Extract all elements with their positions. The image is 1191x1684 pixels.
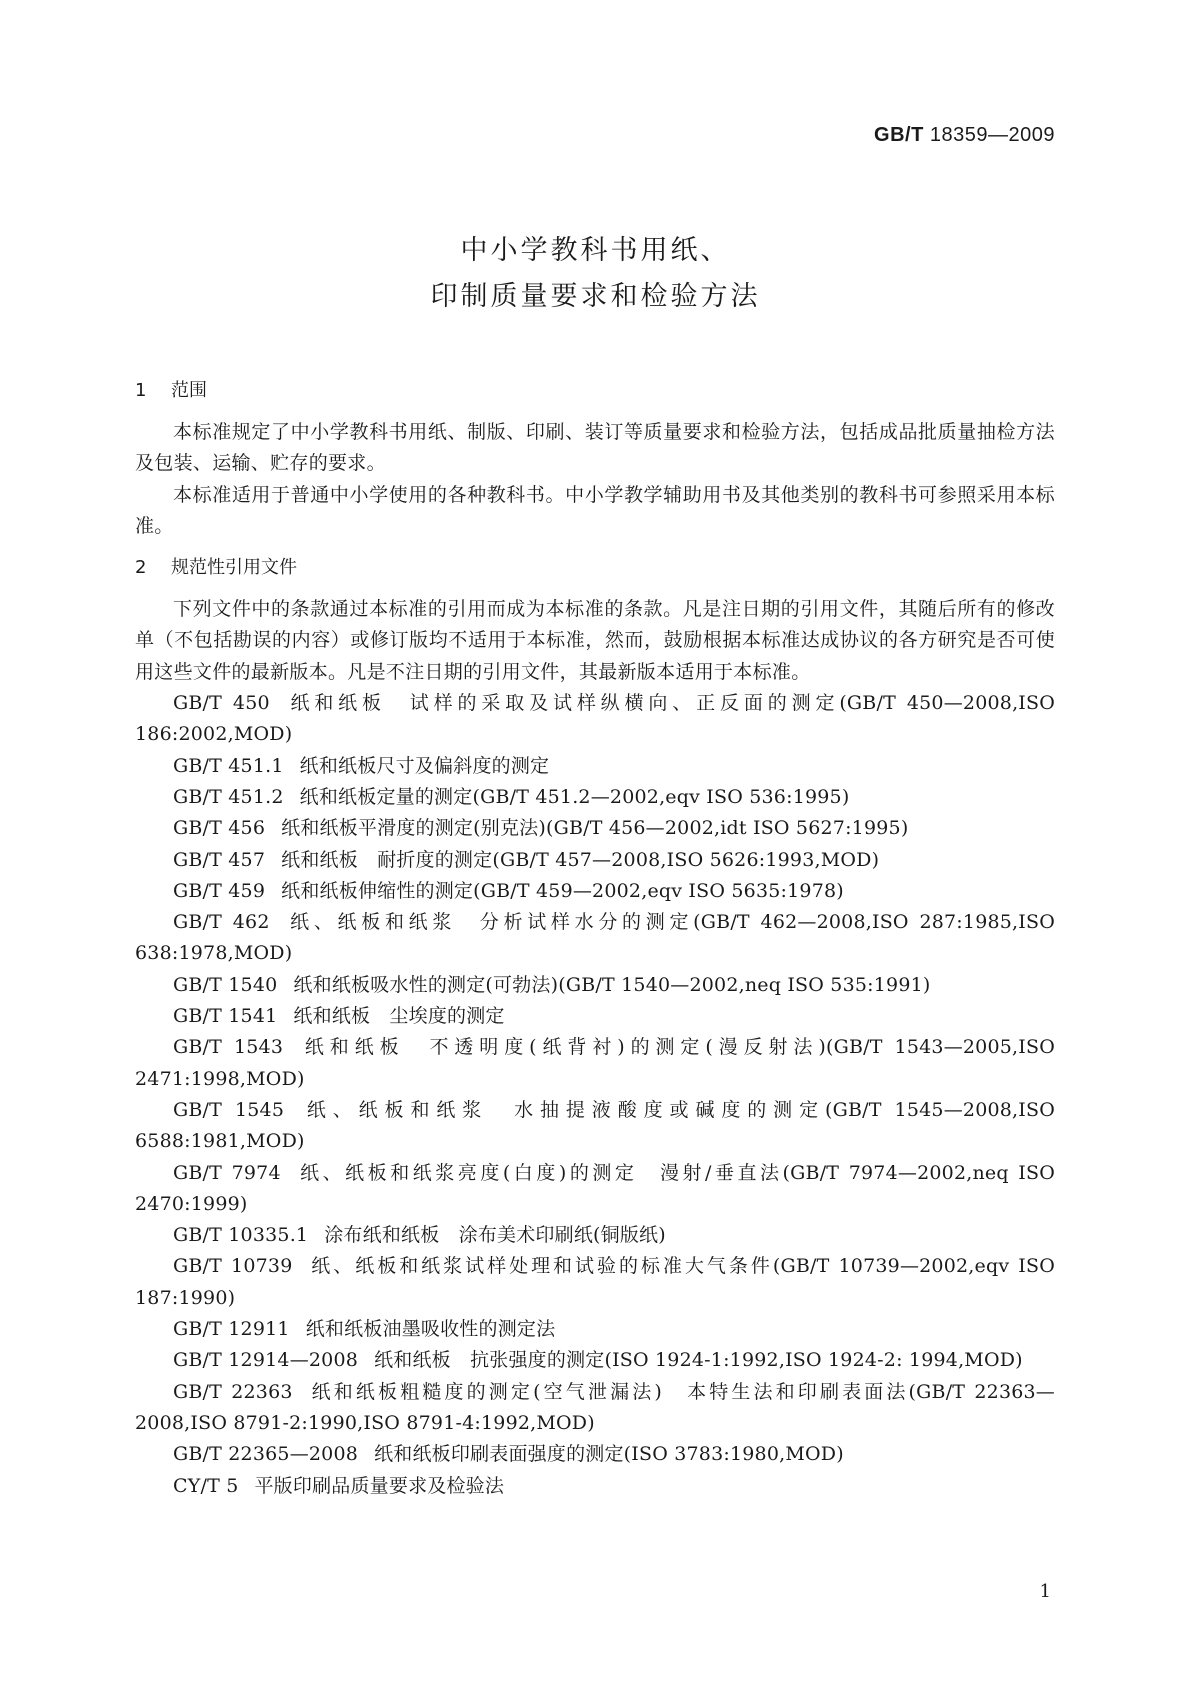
reference-code: GB/T 7974 <box>173 1161 281 1184</box>
reference-code: GB/T 1545 <box>173 1098 285 1121</box>
reference-item <box>135 845 1055 876</box>
reference-title: 纸和纸板印刷表面强度的测定(ISO 3783:1980,MOD) <box>374 1443 844 1466</box>
reference-code: CY/T 5 <box>173 1474 239 1497</box>
reference-item <box>135 782 1055 813</box>
reference-item <box>135 688 1055 751</box>
standard-code: GB/T <box>874 124 924 146</box>
page-number: 1 <box>1039 1581 1051 1602</box>
reference-item <box>135 970 1055 1001</box>
reference-title: 纸和纸板 试样的采取及试样纵横向、正反面的测定(GB/T 450—2008,ISO 186:2002,MOD) <box>135 692 1056 746</box>
reference-code: GB/T 1540 <box>173 973 278 996</box>
reference-item <box>135 1220 1055 1251</box>
reference-title: 纸和纸板尺寸及偏斜度的测定 <box>299 754 550 777</box>
title-line-2: 印制质量要求和检验方法 <box>430 281 761 312</box>
reference-code: GB/T 12911 <box>173 1318 290 1341</box>
reference-item <box>135 1251 1055 1314</box>
reference-code: GB/T 459 <box>173 879 266 902</box>
reference-code: GB/T 22363 <box>173 1380 293 1403</box>
reference-item <box>135 907 1055 970</box>
reference-item <box>135 1471 1055 1502</box>
reference-item <box>135 1095 1055 1158</box>
document-title <box>0 228 1191 320</box>
reference-code: GB/T 462 <box>173 911 270 934</box>
reference-title: 纸和纸板伸缩性的测定(GB/T 459—2002,eqv ISO 5635:1978) <box>281 879 844 902</box>
reference-item <box>135 1032 1055 1095</box>
reference-code: GB/T 451.1 <box>173 754 284 777</box>
document-body <box>135 375 1055 1502</box>
reference-code: GB/T 10335.1 <box>173 1224 309 1247</box>
references-intro-paragraph: 下列文件中的条款通过本标准的引用而成为本标准的条款。凡是注日期的引用文件，其随后所有的修改单（不包括勘误的内容）或修订版均不适用于本标准，然而，鼓励根据本标准达成协议的各方研究是否可使用这些文件的最新版本。凡是不注日期的引用文件，其最新版本适用于本标准。 <box>135 598 1055 683</box>
section-number: 1 <box>135 380 147 401</box>
section-number: 2 <box>135 557 147 579</box>
reference-title: 纸、纸板和纸浆 水抽提液酸度或碱度的测定(GB/T 1545—2008,ISO 6588:1981,MOD) <box>135 1098 1055 1153</box>
reference-title: 纸和纸板 尘埃度的测定 <box>293 1005 505 1028</box>
title-line-1: 中小学教科书用纸、 <box>460 235 731 266</box>
reference-item <box>135 1314 1055 1345</box>
reference-code: GB/T 1541 <box>173 1005 278 1028</box>
scope-paragraph-1: 本标准规定了中小学教科书用纸、制版、印刷、装订等质量要求和检验方法，包括成品批质量抽检方法及包装、运输、贮存的要求。 <box>135 421 1055 475</box>
reference-title: 纸和纸板吸水性的测定(可勃法)(GB/T 1540—2002,neq ISO 535:1991) <box>293 973 931 996</box>
reference-title: 涂布纸和纸板 涂布美术印刷纸(铜版纸) <box>324 1224 666 1247</box>
reference-item <box>135 1345 1055 1376</box>
section-title: 规范性引用文件 <box>171 557 297 579</box>
reference-item <box>135 1377 1055 1440</box>
reference-code: GB/T 457 <box>173 848 266 871</box>
reference-title: 纸和纸板 抗张强度的测定(ISO 1924-1:1992,ISO 1924-2: 1994,MOD) <box>374 1349 1023 1372</box>
reference-title: 纸和纸板油墨吸收性的测定法 <box>305 1318 556 1341</box>
section-heading-normative-references <box>135 552 1055 583</box>
standard-year-number: 18359—2009 <box>929 124 1055 146</box>
scope-paragraph-2: 本标准适用于普通中小学使用的各种教科书。中小学教学辅助用书及其他类别的教科书可参照采用本标准。 <box>135 483 1055 537</box>
reference-title: 纸、纸板和纸浆试样处理和试验的标准大气条件(GB/T 10739—2002,eqv ISO 187:1990) <box>135 1255 1056 1309</box>
reference-code: GB/T 450 <box>173 692 270 715</box>
standard-number <box>874 124 1055 147</box>
reference-item <box>135 1439 1055 1470</box>
reference-item <box>135 813 1055 844</box>
reference-title: 平版印刷品质量要求及检验法 <box>254 1474 505 1497</box>
reference-code: GB/T 10739 <box>173 1255 293 1278</box>
reference-code: GB/T 22365—2008 <box>173 1443 359 1466</box>
reference-code: GB/T 1543 <box>173 1036 284 1059</box>
reference-title: 纸和纸板粗糙度的测定(空气泄漏法) 本特生法和印刷表面法(GB/T 22363—2008,ISO 8791-2:1990,ISO 8791-4:1992,MOD) <box>135 1380 1056 1434</box>
reference-item <box>135 876 1055 907</box>
section-heading-scope <box>135 375 1055 406</box>
reference-item <box>135 1001 1055 1032</box>
reference-title: 纸和纸板定量的测定(GB/T 451.2—2002,eqv ISO 536:1995) <box>299 785 850 808</box>
reference-code: GB/T 12914—2008 <box>173 1349 359 1372</box>
reference-title: 纸和纸板 耐折度的测定(GB/T 457—2008,ISO 5626:1993,MOD) <box>281 848 880 871</box>
reference-item <box>135 751 1055 782</box>
reference-title: 纸、纸板和纸浆 分析试样水分的测定(GB/T 462—2008,ISO 287:1985,ISO 638:1978,MOD) <box>135 911 1055 965</box>
reference-item <box>135 1158 1055 1221</box>
reference-title: 纸和纸板 不透明度(纸背衬)的测定(漫反射法)(GB/T 1543—2005,ISO 2471:1998,MOD) <box>135 1036 1055 1090</box>
section-title: 范围 <box>171 380 207 401</box>
reference-list <box>135 688 1055 1502</box>
reference-title: 纸、纸板和纸浆亮度(白度)的测定 漫射/垂直法(GB/T 7974—2002,neq ISO 2470:1999) <box>135 1161 1055 1215</box>
reference-code: GB/T 456 <box>173 817 266 840</box>
reference-title: 纸和纸板平滑度的测定(别克法)(GB/T 456—2002,idt ISO 5627:1995) <box>281 817 909 840</box>
reference-code: GB/T 451.2 <box>173 785 284 808</box>
